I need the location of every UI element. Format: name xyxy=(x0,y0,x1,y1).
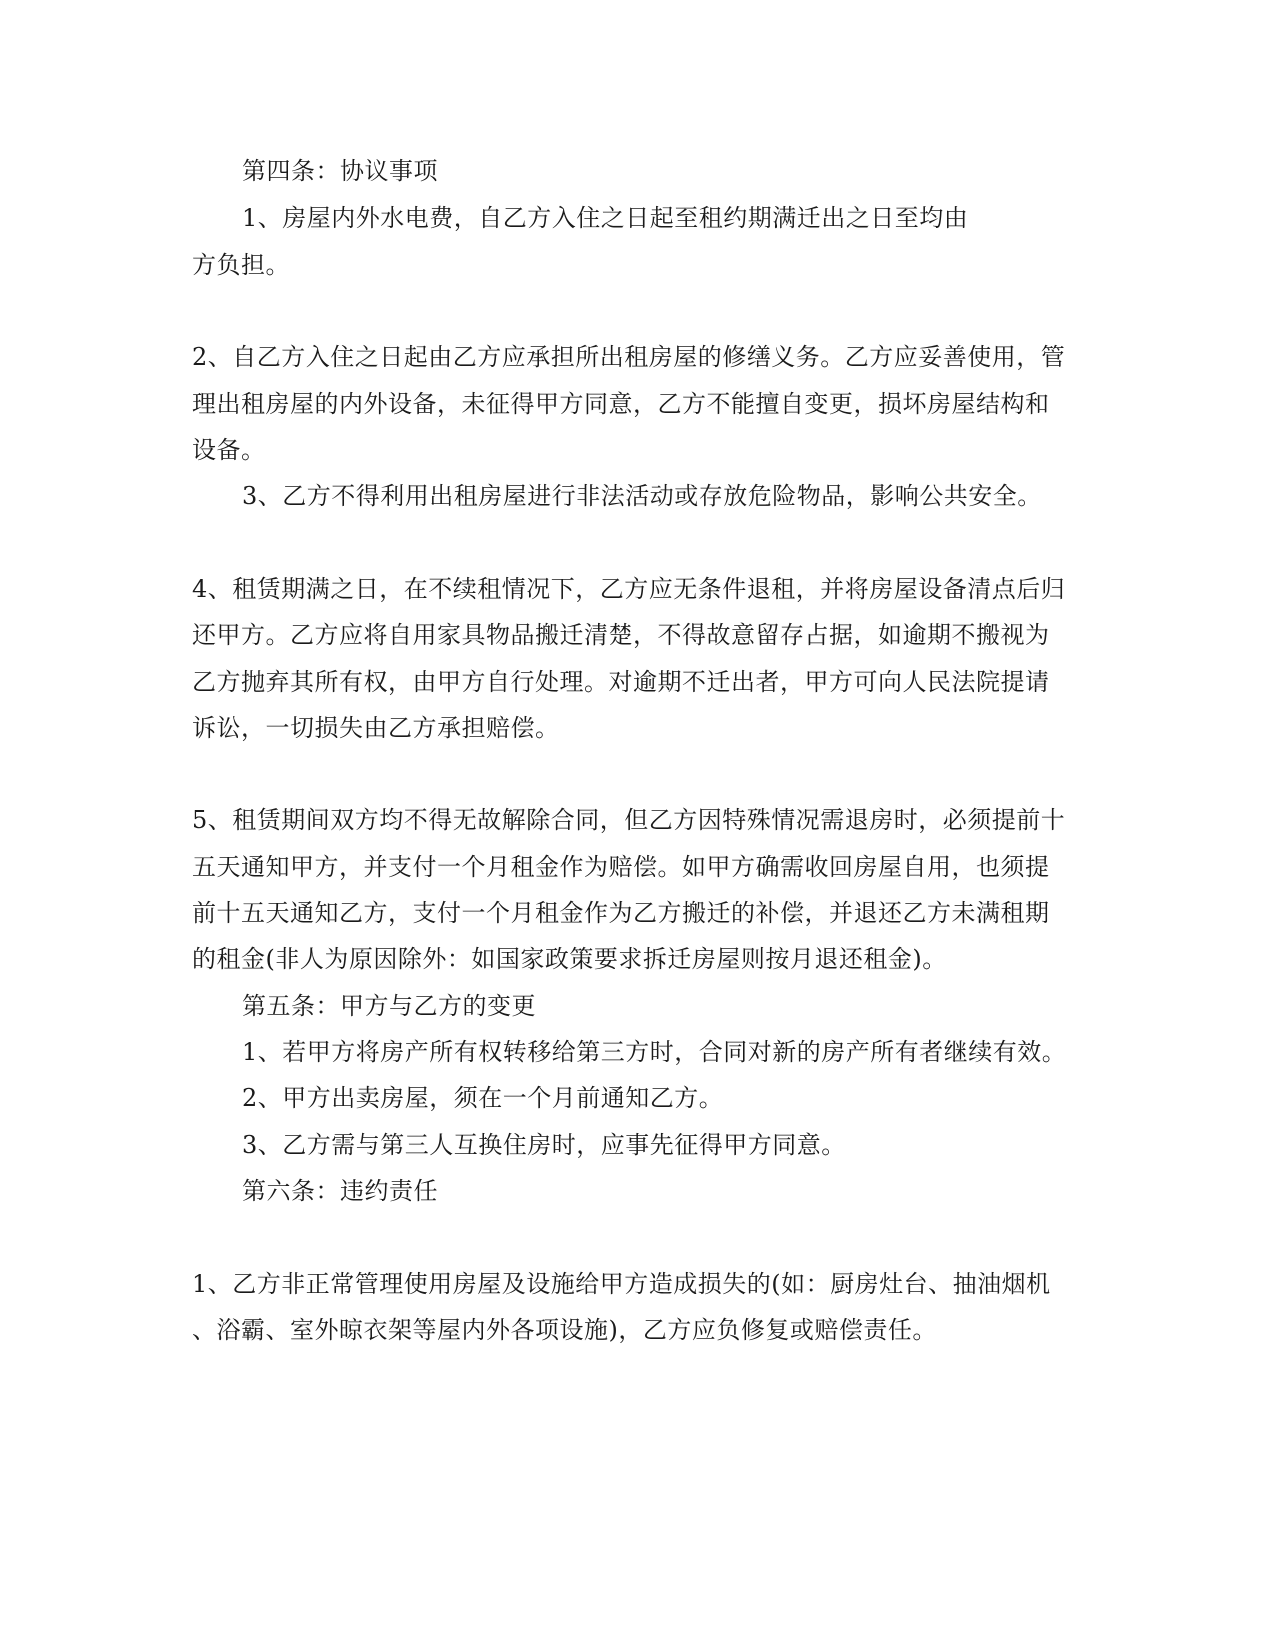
article-4-item-5-line-2: 五天通知甲方，并支付一个月租金作为赔偿。如甲方确需收回房屋自用，也须提 xyxy=(192,853,1050,881)
article-5-heading: 第五条：甲方与乙方的变更 xyxy=(242,992,536,1020)
article-4-heading: 第四条：协议事项 xyxy=(242,157,438,185)
article-6-heading: 第六条：违约责任 xyxy=(242,1177,438,1205)
article-5-item-1: 1、若甲方将房产所有权转移给第三方时，合同对新的房产所有者继续有效。 xyxy=(242,1038,1067,1066)
article-4-item-2-line-2: 理出租房屋的内外设备，未征得甲方同意，乙方不能擅自变更，损坏房屋结构和 xyxy=(192,390,1050,418)
article-4-item-4-line-3: 乙方抛弃其所有权，由甲方自行处理。对逾期不迁出者，甲方可向人民法院提请 xyxy=(192,668,1050,696)
article-4-item-3: 3、乙方不得利用出租房屋进行非法活动或存放危险物品，影响公共安全。 xyxy=(242,482,1042,510)
article-6-item-1-line-2: 、浴霸、室外晾衣架等屋内外各项设施)，乙方应负修复或赔偿责任。 xyxy=(192,1316,937,1344)
article-5-item-3: 3、乙方需与第三人互换住房时，应事先征得甲方同意。 xyxy=(242,1131,846,1159)
article-4-item-5-line-1: 5、租赁期间双方均不得无故解除合同，但乙方因特殊情况需退房时，必须提前十 xyxy=(192,806,1066,834)
article-4-item-4-line-2: 还甲方。乙方应将自用家具物品搬迁清楚，不得故意留存占据，如逾期不搬视为 xyxy=(192,621,1050,649)
article-4-item-2-line-1: 2、自乙方入住之日起由乙方应承担所出租房屋的修缮义务。乙方应妥善使用，管 xyxy=(192,343,1066,371)
article-4-item-1-line-2: 方负担。 xyxy=(192,251,290,279)
article-4-item-5-line-4: 的租金(非人为原因除外：如国家政策要求拆迁房屋则按月退还租金)。 xyxy=(192,945,947,973)
article-4-item-4-line-4: 诉讼，一切损失由乙方承担赔偿。 xyxy=(192,714,560,742)
article-4-item-1-line-1: 1、房屋内外水电费，自乙方入住之日起至租约期满迁出之日至均由 xyxy=(242,204,969,232)
article-4-item-4-line-1: 4、租赁期满之日，在不续租情况下，乙方应无条件退租，并将房屋设备清点后归 xyxy=(192,575,1066,603)
article-5-item-2: 2、甲方出卖房屋，须在一个月前通知乙方。 xyxy=(242,1084,724,1112)
article-6-item-1-line-1: 1、乙方非正常管理使用房屋及设施给甲方造成损失的(如：厨房灶台、抽油烟机 xyxy=(192,1270,1051,1298)
article-4-item-2-line-3: 设备。 xyxy=(192,436,266,464)
article-4-item-5-line-3: 前十五天通知乙方，支付一个月租金作为乙方搬迁的补偿，并退还乙方未满租期 xyxy=(192,899,1050,927)
